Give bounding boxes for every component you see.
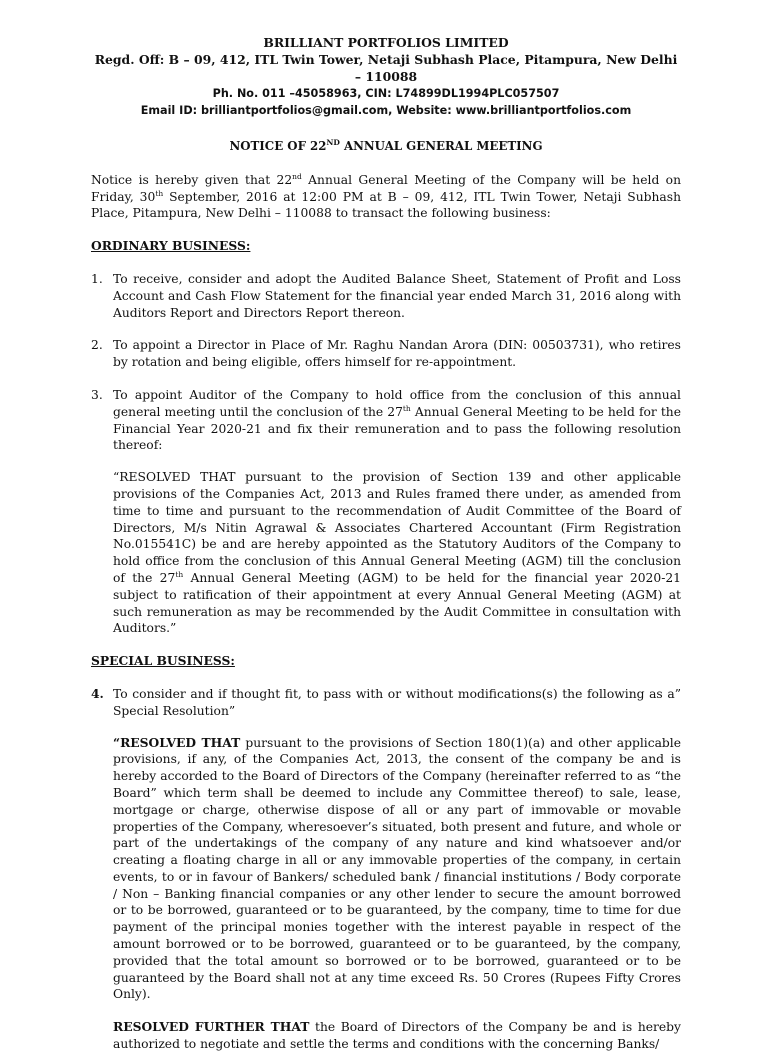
ordinary-business-heading: ORDINARY BUSINESS: — [91, 238, 251, 254]
agenda-item-2 — [91, 337, 681, 371]
further-resolution: RESOLVED FURTHER THAT the Board of Directors of the Company be and is hereby authorized to negotiate and settle the terms and conditions with the concerning Banks/ — [113, 1019, 681, 1052]
agenda-item-3 — [91, 387, 681, 454]
notice-title: NOTICE OF 22ND ANNUAL GENERAL MEETING — [229, 138, 543, 153]
agenda-item-1 — [91, 271, 681, 321]
item-text: To appoint a Director in Place of Mr. Raghu Nandan Arora (DIN: 00503731), who retires by rotation and being eligible, offers himself for re-appointment. — [113, 338, 681, 370]
item-text: To appoint Auditor of the Company to hold office from the conclusion of this annual general meeting until the conclusion of the 27th Annual General Meeting to be held for the Financial Year 2020-21 and fix their remuneration and to pass the following resolution thereof: — [113, 387, 681, 453]
item-number: 3. — [91, 387, 103, 402]
item-number: 4. — [91, 685, 104, 701]
auditor-resolution: “RESOLVED THAT pursuant to the provision of Section 139 and other applicable provisions of the Companies Act, 2013 and Rules framed there under, as amended from time to time and pursuant to the recommendation of Audit Committee of the Board of Directors, M/s Nitin Agrawal & Associates Chartered Accountant (Firm Registration No.015541C) be and are hereby appointed as the Statutory Auditors of the Company to hold office from the conclusion of this Annual General Meeting (AGM) till the conclusion of the 27th Annual General Meeting (AGM) to be held for the financial year 2020-21 subject to ratification of their appointment at every Annual General Meeting (AGM) at such remuneration as may be recommended by the Audit Committee in consultation with Auditors.” — [113, 470, 682, 636]
agenda-item-4 — [91, 686, 681, 720]
intro-paragraph: Notice is hereby given that 22nd Annual General Meeting of the Company will be held on Friday, 30th September, 2016 at 12:00 PM at B – 09, 412, ITL Twin Tower, Netaji Subhash Place, Pitampura, New Delhi – 110088 to transact the following business: — [91, 171, 681, 221]
letterhead — [91, 34, 681, 119]
item-text: To receive, consider and adopt the Audited Balance Sheet, Statement of Profit and Loss Account and Cash Flow Statement for the financial year ended March 31, 2016 along with Auditors Report and Directors Report thereon. — [113, 271, 681, 320]
registered-office: Regd. Off: B – 09, 412, ITL Twin Tower, Netaji Subhash Place, Pitampura, New Delhi – 110088 — [94, 52, 678, 84]
item-text: To consider and if thought fit, to pass with or without modifications(s) the following as a” Special Resolution” — [113, 686, 681, 718]
special-business-heading: SPECIAL BUSINESS: — [91, 653, 235, 669]
contact-line: Ph. No. 011 –45058963, CIN: L74899DL1994PLC057507 — [212, 87, 560, 100]
company-name: BRILLIANT PORTFOLIOS LIMITED — [263, 35, 509, 50]
notice-document — [91, 34, 681, 1053]
email-website-line: Email ID: brilliantportfolios@gmail.com, Website: www.brilliantportfolios.com — [140, 104, 632, 117]
borrowing-resolution: “RESOLVED THAT pursuant to the provisions of Section 180(1)(a) and other applicable provisions, if any, of the Companies Act, 2013, the consent of the company be and is hereby accorded to the Board of Directors of the Company (hereinafter referred to as “the Board” which term shall be deemed to include any Committee thereof) to sale, lease, mortgage or charge, otherwise dispose of all or any part of immovable or movable properties of the Company, wheresoever’s situated, both present and future, and whole or part of the undertakings of the company of any nature and kind whatsoever and/or creating a floating charge in all or any immovable properties of the company, in certain events, to or in favour of Bankers/ scheduled bank / financial institutions / Body corporate / Non – Banking financial companies or any other lender to secure the amount borrowed or to be borrowed, guaranteed or to be guaranteed, by the company, time to time for due payment of the principal monies together with the interest payable in respect of the amount borrowed or to be borrowed, guaranteed or to be guaranteed, by the company, provided that the total amount so borrowed or to be borrowed, guaranteed or to be guaranteed by the Board shall not at any time exceed Rs. 50 Crores (Rupees Fifty Crores Only). — [113, 734, 681, 1002]
item-number: 2. — [91, 338, 103, 353]
item-number: 1. — [91, 271, 103, 286]
